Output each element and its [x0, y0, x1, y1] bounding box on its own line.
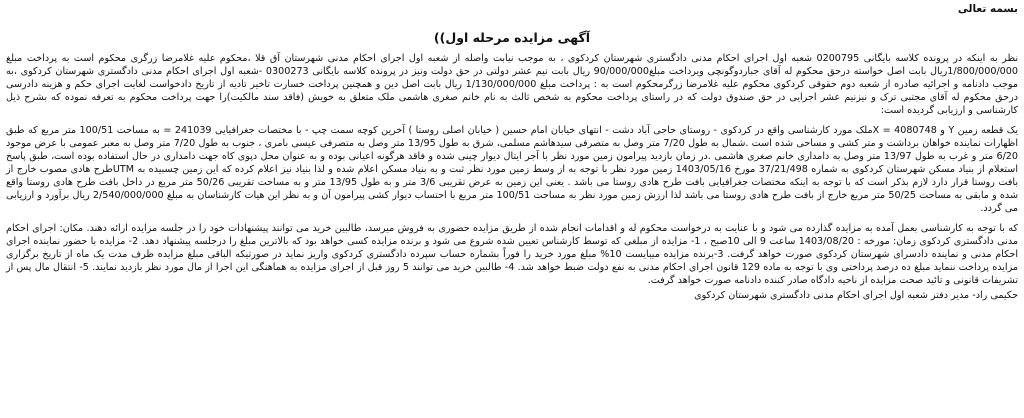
- document-title: آگهی مزایده مرحله اول)): [433, 30, 591, 45]
- paragraph-intro: نظر به اینکه در پرونده کلاسه بایگانی 0200795 شعبه اول اجرای احکام مدنی دادگستری شهرستان کردکوی ، به موجب نیابت واصله از شعبه اول اجرای احکام مدنی شهرستان آق قلا ،محکوم علیه غلامرضا زرگری محکوم است به پرداخت مبلغ 1/800/000/000ریال بابت اصل خواسته درحق محکوم له آقای جباردوگونچی ویرداخت مبلغ90/000/000 ریال بابت نیم عشر دولتی در حق دولت ونیز در پرونده کلاسه بایگانی 0300273 -شعبه اول اجرای احکام مدنی دادگستری شهرستان کردکوی ،به موجب دادنامه و اجرائیه صادره از شعبه دوم حقوقی کردکوی محکوم علیه غلامرضا زرگرمحکوم است به : پرداخت مبلغ 1/130/000/000 ریال بابت اصل دین و همچنین پرداخت خسارت تاخیر تادیه از تاریخ دادخواست لغایت اجرای حکم و هزینه دادرسی درحق محکوم له آقای مجتبی ترک و نیزنیم عشر اجرایی در حق صندوق دولت که در راستای پرداخت محکوم به شخص ثالث به نام خانم صغری هاشمی ملک متعلق به خویش (فاقد سند مالکیت)را جهت پرداخت محکوم به تعرفه نموده که بشرح ذیل کارشناسی و ارزیابی گردیده است:: [6, 53, 1018, 116]
- paragraph-gap: [6, 117, 1018, 124]
- document-heading: بسمه تعالی: [957, 3, 1018, 15]
- paragraph-auction-terms: که با توجه به کارشناسی بعمل آمده به مزایده گذارده می شود و با عنایت به درخواست محکوم له و اقدامات انجام شده از طریق مزایده حضوری به فروش میرسد، طالبین خرید می توانند پیشنهادات خود را در جلسه مزایده ارائه دهند. مکان: اجرای احکام مدنی دادگستری کردکوی زمان: مورخه : 1403/08/20 ساعت 9 الی 10صبح ، 1- مزایده از مبلغی که توسط کارشناس تعیین شده شروع می شود و برنده مزایده کسی خواهد بود که بالاترین مبلغ را درجلسه پیشنهاد دهد. 2- مزایده با حضور نماینده اجرای احکام مدنی و نماینده دادسرای شهرستان کردکوی صورت خواهد گرفت. 3-برنده مزایده میبایست 10% مبلغ مورد خرید را فوراً بشماره حساب سپرده دادگستری کردکوی واریز نماید در صورتیکه الباقی مبلغ مزایده ظرف مدت یک ماه از تاریخ برگزاری مزایده پرداخت ننماید مبلغ ده درصد پرداختی وی با توجه به ماده 129 قانون اجرای احکام مدنی به نفع دولت ضبط خواهد شد. 4- طالبین خرید می توانند 5 روز قبل از اجرای مزایده به هماهنگی این اجرا از مال مورد نظر بازدید نمایند. 5- انتقال مال پس از تشریفات قانونی و تائید صحت مزایده از ناحیه دادگاه صادر کننده دادنامه صورت خواهد گرفت.: [6, 223, 1019, 286]
- signature-line: حکیمی راد- مدیر دفتر شعبه اول اجرای احکام مدنی دادگستری شهرستان کردکوی: [694, 290, 1018, 301]
- paragraph-property-description: یک قطعه زمین Y و 4080748 = Xملک مورد کارشناسی واقع در کردکوی - روستای حاجی آباد دشت - انتهای خیابان امام حسین ( خیابان اصلی روستا ) آخرین کوچه سمت چپ - با مختصات جغرافیایی 241039 = به مساحت 100/51 متر مربع که طبق اظهارات نماینده خواهان برداشت و متر کشی و مساحی شده است .شمال به طول 7/20 متر وصل به متصرفی سیدهاشم مسلمی، شرق به طول 13/95 متر وصل به متصرفی عیسی بامری ، جنوب به طول 7/20 متر وصل به معبر عمومی با عرض موجود 6/20 متر و غرب به طول 13/97 متر وصل به دامداری خانم صغری هاشمی .در زمان بازدید پیرامون زمین مورد نظر با آجر ایتال دیوار چینی شده و فاقد هرگونه اعیانی بوده و به عنوان محل دپوی کاه جهت دامداری در حال استفاده بوده است، طبق پاسخ استعلام از بنیاد مسکن شهرستان کردکوی به شماره 37/21/498 مورخ 1403/05/16 زمین مورد نظر با توجه به از وسط زمین مورد نظر ثبت و به بنیاد مسکن اعلام شده و لذا بنیاد نیز اعلام کرده که این زمین چسبیده به UTMطرح هادی مصوب خارج از بافت روستا قرار دارد لازم بذکر است که با توجه به اینکه مختصات جغرافیایی بافت طرح هادی روستا می باشد . یعنی این زمین به عرض تقریبی 3/6 متر و به طول 13/95 متر و به مساحت تقریبی 50/26 متر مربع در داخل بافت طرح هادی روستا واقع شده و مابقی به مساحت 50/25 متر مربع خارج از بافت طرح هادی روستا می باشد لذا ارزش زمین مورد نظر به مساحت 100/51 متر مربع با احتساب دیوار کشی پیرامون آن و به نظر این هیات کارشناسان به مبلغ 2/540/000/000 ریال برآورد و ارزیابی می گردد.: [6, 125, 1019, 214]
- paragraph-gap: [6, 215, 1018, 222]
